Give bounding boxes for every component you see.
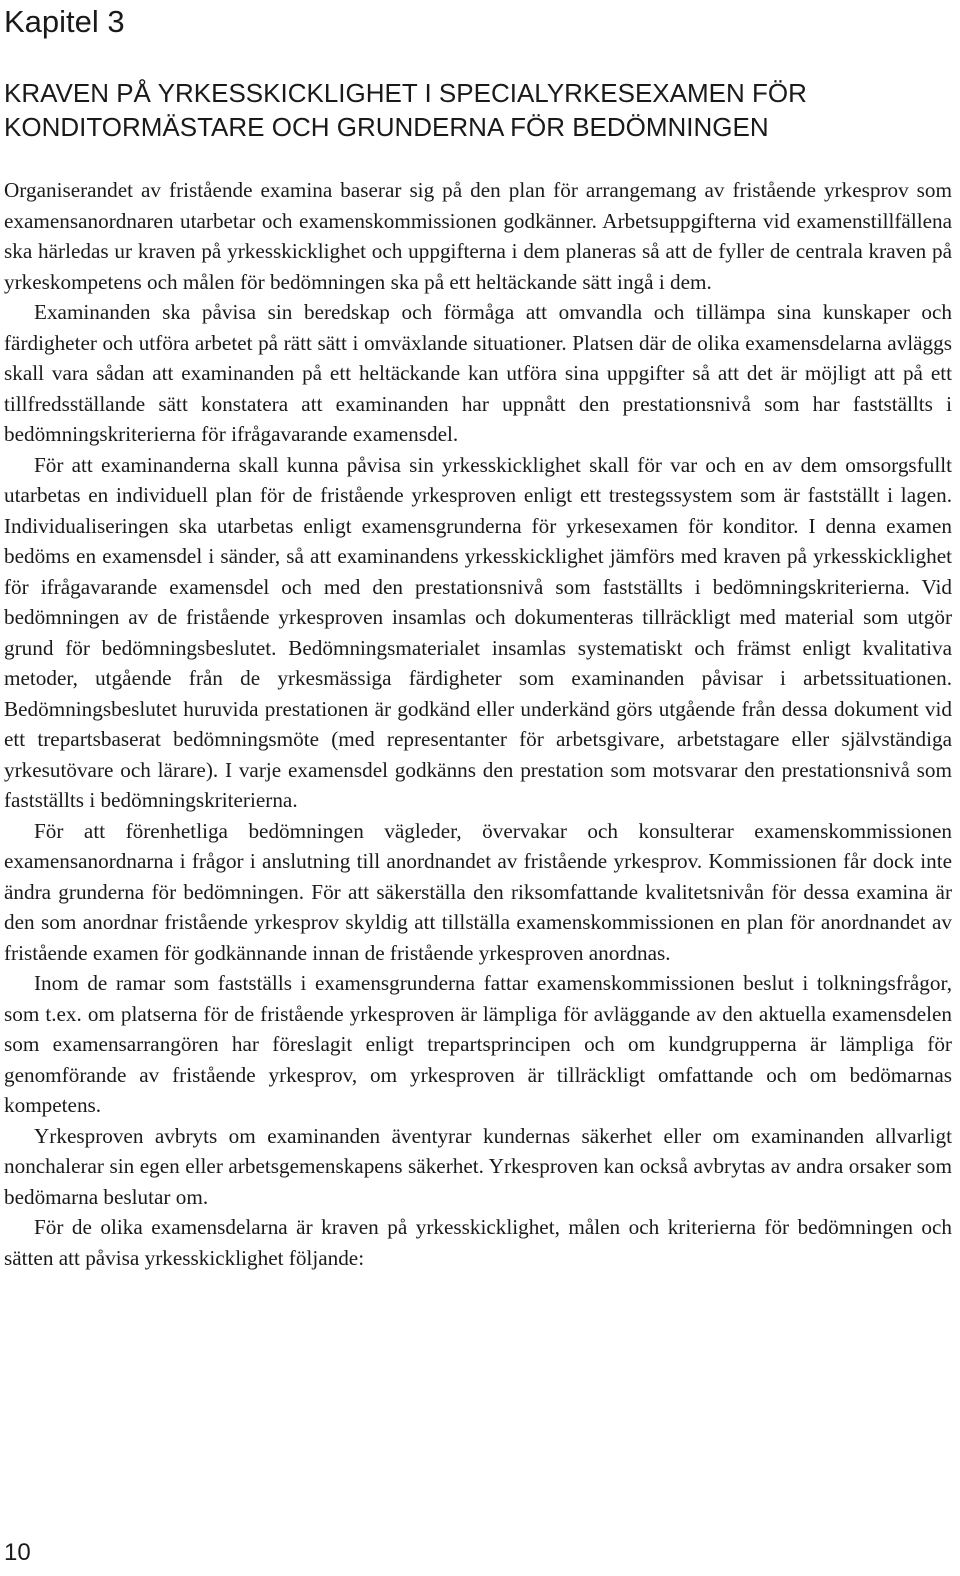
paragraph: Organiserandet av fristående examina baserar sig på den plan för arrangemang av fristående yrkesprov som examensanordnaren utarbetar och examenskommissionen godkänner. Arbetsuppgifterna vid examenstillfällena ska härledas ur kraven på yrkesskicklighet och uppgifterna i dem planeras så att de fyller de centrala kraven på yrkeskompetens och målen för bedömningen ska på ett heltäckande sätt ingå i dem. <box>4 178 952 294</box>
chapter-label: Kapitel 3 <box>4 4 125 39</box>
paragraph: För att examinanderna skall kunna påvisa sin yrkesskicklighet skall för var och en av dem omsorgsfullt utarbetas en individuell plan för de fristående yrkesproven enligt ett trestegssystem som är fastställt i lagen. Individualiseringen ska utarbetas enligt examensgrunderna för yrkesexamen för konditor. I denna examen bedöms en examensdel i sänder, så att examinandens yrkesskicklighet jämförs med kraven på yrkesskicklighet för ifrågavarande examensdel och med den prestationsnivå som fastställts i bedömningskriterierna. Vid bedömningen av de fristående yrkesproven insamlas och dokumenteras tillräckligt med material som utgör grund för bedömningsbeslutet. Bedömningsmaterialet insamlas systematiskt och främst enligt kvalitativa metoder, utgående från de yrkesmässiga färdigheter som examinanden påvisar i arbetssituationen. Bedömningsbeslutet huruvida prestationen är godkänd eller underkänd görs utgående från dessa dokument vid ett trepartsbaserat bedömningsmöte (med representanter för arbetsgivare, arbetstagare eller självständiga yrkesutövare och lärare). I varje examensdel godkänns den prestation som motsvarar den prestationsnivå som fastställts i bedömningskriterierna. <box>4 452 952 812</box>
section-heading <box>4 76 954 144</box>
paragraph: För att förenhetliga bedömningen vägleder, övervakar och konsulterar examenskommissionen examensanordnarna i frågor i anslutning till anordnandet av fristående yrkesprov. Kommissionen får dock inte ändra grunderna för bedömningen. För att säkerställa den riksomfattande kvalitetsnivån för dessa examina är den som anordnar fristående yrkesprov skyldig att tillställa examenskommissionen en plan för anordnandet av fristående examen för godkännande innan de fristående yrkesproven anordnas. <box>4 818 952 965</box>
section-heading-line: KRAVEN PÅ YRKESSKICKLIGHET I SPECIALYRKESEXAMEN FÖR <box>4 78 807 108</box>
paragraph: Yrkesproven avbryts om examinanden äventyrar kundernas säkerhet eller om examinanden allvarligt nonchalerar sin egen eller arbetsgemenskapens säkerhet. Yrkesproven kan också avbrytas av andra orsaker som bedömarna beslutar om. <box>4 1123 952 1209</box>
paragraph: Inom de ramar som fastställs i examensgrunderna fattar examenskommissionen beslut i tolkningsfrågor, som t.ex. om platserna för de fristående yrkesproven är lämpliga för avläggande av den aktuella examensdelen som examensarrangören har föreslagit enligt trepartsprincipen och om kundgrupperna är lämpliga för genomförande av fristående yrkesprov, om yrkesproven är tillräckligt omfattande och om bedömarnas kompetens. <box>4 971 952 1117</box>
body-text <box>4 175 952 1273</box>
paragraph: Examinanden ska påvisa sin beredskap och förmåga att omvandla och tillämpa sina kunskaper och färdigheter och utföra arbetet på rätt sätt i omväxlande situationer. Platsen där de olika examensdelarna avläggs skall vara sådan att examinanden på ett heltäckande kan utföra sina uppgifter så att det är möjligt att på ett tillfredsställande sätt konstatera att examinanden har uppnått den prestationsnivå som har fastställts i bedömningskriterierna för ifrågavarande examensdel. <box>4 300 952 446</box>
section-heading-line: KONDITORMÄSTARE OCH GRUNDERNA FÖR BEDÖMNINGEN <box>4 112 769 142</box>
page-number: 10 <box>4 1539 31 1566</box>
paragraph: För de olika examensdelarna är kraven på yrkesskicklighet, målen och kriterierna för bedömningen och sätten att påvisa yrkesskicklighet följande: <box>4 1215 952 1270</box>
